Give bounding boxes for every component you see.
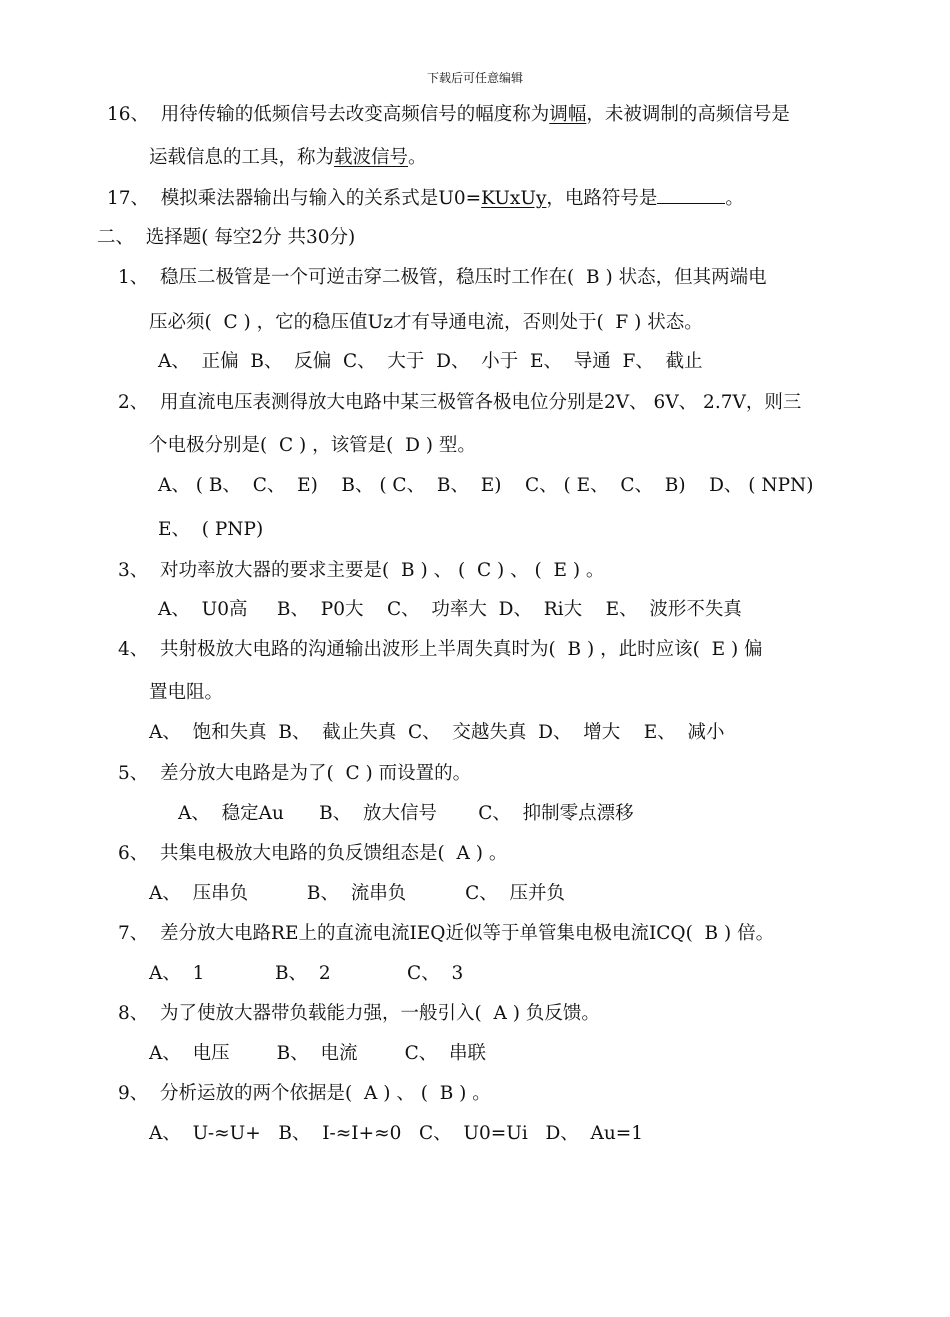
q17-line	[107, 185, 744, 212]
q9-options: A、 U-≈U+ B、 I-≈I+≈0 C、 U0=Ui D、 Au=1	[149, 1123, 644, 1144]
q1-options: A、 正偏 B、 反偏 C、 大于 D、 小于 E、 导通 F、 截止	[158, 351, 703, 372]
q2-line1: 2、 用直流电压表测得放大电路中某三极管各极电位分别是2V、 6V、 2.7V，则三	[118, 392, 802, 413]
q16-line2-tail: 。	[408, 147, 427, 168]
q16-line2	[149, 145, 427, 171]
q5-options: A、 稳定Au B、 放大信号 C、 抑制零点漂移	[178, 803, 634, 824]
q8-line1: 8、 为了使放大器带负载能力强，一般引入( A ) 负反馈。	[118, 1003, 600, 1024]
q16-line1-text: 16、 用待传输的低频信号去改变高频信号的幅度称为	[107, 104, 550, 125]
q17-tail: 。	[725, 188, 744, 209]
q9-line1: 9、 分析运放的两个依据是( A ) 、 ( B ) 。	[118, 1083, 491, 1104]
q3-line1: 3、 对功率放大器的要求主要是( B ) 、 ( C ) 、 ( E ) 。	[118, 560, 605, 581]
q5-line1: 5、 差分放大电路是为了( C ) 而设置的。	[118, 763, 472, 784]
q2-options-1: A、 ( B、 C、 E) B、 ( C、 B、 E) C、 ( E、 C、 B) D、 ( NPN)	[158, 475, 814, 496]
section-2-heading: 二、 选择题( 每空2分 共30分)	[97, 227, 356, 248]
q7-options: A、 1 B、 2 C、 3	[149, 963, 464, 984]
q17-text: 17、 模拟乘法器输出与输入的关系式是U0=	[107, 188, 482, 209]
page-header: 下载后可任意编辑	[426, 71, 523, 85]
q3-options: A、 U0高 B、 P0大 C、 功率大 D、 Ri大 E、 波形不失真	[158, 599, 742, 620]
q6-options: A、 压串负 B、 流串负 C、 压并负	[149, 883, 566, 904]
q16-line1-tail: ，未被调制的高频信号是	[586, 104, 790, 125]
q4-line2: 置电阻。	[149, 682, 224, 703]
q16-answer-carrier: 载波信号	[334, 147, 409, 168]
q16-line2-text: 运载信息的工具，称为	[149, 147, 335, 168]
q17-answer: KUxUy	[481, 188, 547, 209]
q6-line1: 6、 共集电极放大电路的负反馈组态是( A ) 。	[118, 843, 508, 864]
q17-mid: ，电路符号是	[546, 188, 658, 209]
q1-line2: 压必须( C ) ，它的稳压值Uz才有导通电流，否则处于( F ) 状态。	[149, 312, 703, 333]
q2-line2: 个电极分别是( C ) ，该管是( D ) 型。	[149, 435, 476, 456]
q4-options: A、 饱和失真 B、 截止失真 C、 交越失真 D、 增大 E、 减小	[149, 722, 725, 743]
q7-line1: 7、 差分放大电路RE上的直流电流IEQ近似等于单管集电极电流ICQ( B ) 倍。	[118, 923, 775, 944]
q8-options: A、 电压 B、 电流 C、 串联	[149, 1043, 486, 1064]
q16-line1	[107, 102, 790, 128]
q16-answer-am: 调幅	[549, 104, 587, 125]
q17-fill-blank	[657, 185, 725, 204]
q4-line1: 4、 共射极放大电路的沟通输出波形上半周失真时为( B ) ，此时应该( E ) 偏	[118, 639, 763, 660]
q1-line1: 1、 稳压二极管是一个可逆击穿二极管，稳压时工作在( B ) 状态，但其两端电	[118, 267, 767, 288]
q2-options-2: E、 ( PNP)	[158, 519, 264, 540]
